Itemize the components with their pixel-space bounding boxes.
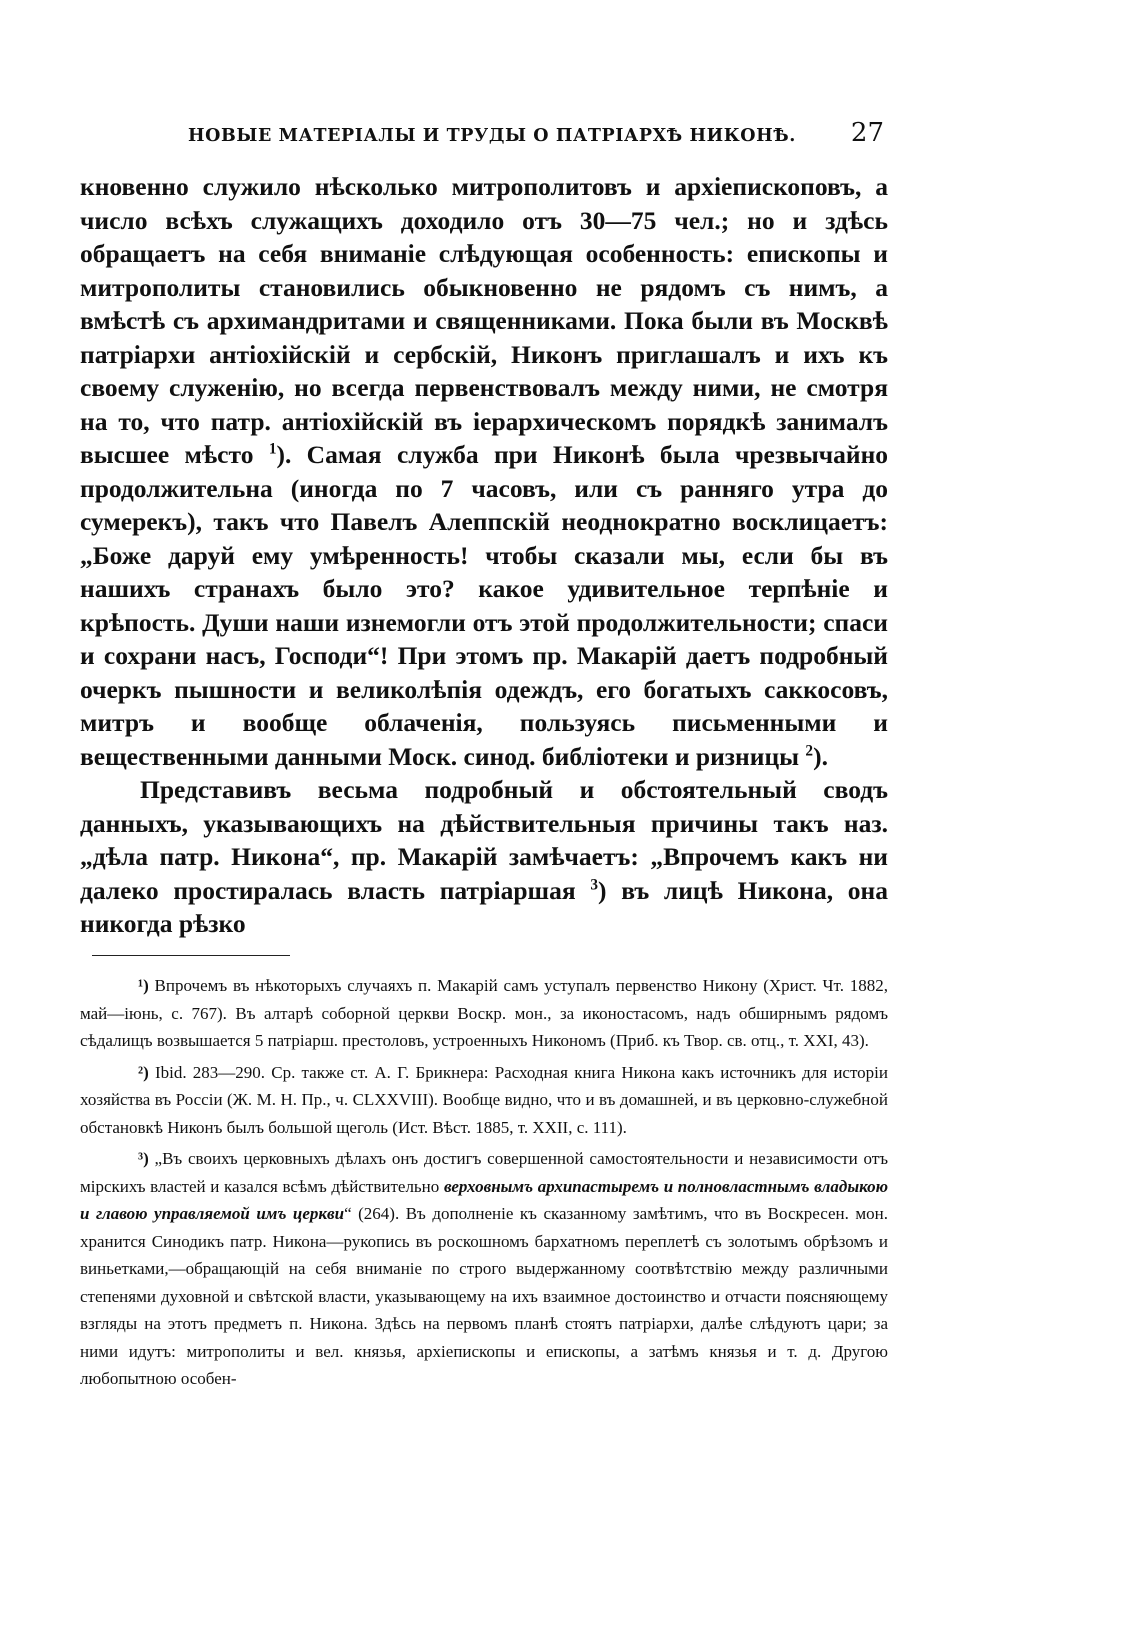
footnote-3-italic: верховнымъ архипастыремъ и полновластнымъ владыкою и главою управляемой имъ церкви — [80, 1176, 889, 1223]
running-title: НОВЫЕ МАТЕРІАЛЫ И ТРУДЫ О ПАТРІАРХѢ НИКОНѢ. — [188, 126, 796, 146]
footnote-3-marker: ³) — [138, 1149, 149, 1168]
paragraph-2-text-a: Представивъ весьма подробный и обстоятельный сводъ данныхъ, указывающихъ на дѣйствительныя причины такъ наз. „дѣла патр. Никона“, пр. Макарій замѣчаетъ: „Впрочемъ какъ ни далеко простиралась власть патріаршая — [80, 775, 888, 905]
footnote-1 — [80, 972, 888, 1055]
footnotes — [80, 972, 888, 1393]
page-number: 27 — [850, 118, 884, 148]
footnote-2 — [80, 1059, 888, 1142]
paragraph-2 — [80, 773, 888, 941]
footnote-2-marker: ²) — [138, 1062, 149, 1082]
page-header — [80, 118, 888, 154]
footnote-3 — [80, 1145, 888, 1393]
paragraph-1-text-b: ). Самая служба при Никонѣ была чрезвычайно продолжительна (иногда по 7 часовъ, или съ ранняго утра до сумерекъ), такъ что Павелъ Алеппскій неоднократно восклицаетъ: „Боже даруй ему умѣренность! чтобы сказали мы, если бы въ нашихъ странахъ было это? какое удивительное терпѣніе и крѣпость. Души наши изнемогли отъ этой продолжительности; спаси и сохрани насъ, Господи“! При этомъ пр. Макарій даетъ подробный очеркъ пышности и великолѣпія одеждъ, его богатыхъ саккосовъ, митръ и вообще облаченія, пользуясь письменными и вещественными данными Моск. синод. библіотеки и ризницы — [80, 440, 889, 771]
footnote-ref-2: 2 — [805, 742, 814, 759]
footnote-divider — [92, 955, 290, 956]
footnote-3-text-a: „Въ своихъ церковныхъ дѣлахъ онъ достигъ совершенной самостоятельности и независимости отъ мірскихъ властей и казался всѣмъ дѣйствительно — [80, 1149, 888, 1196]
paragraph-1-text-c: ). — [813, 741, 828, 771]
paragraph-2-text-b: ) въ лицѣ Никона, она никогда рѣзко — [80, 875, 888, 938]
main-text — [80, 170, 888, 941]
footnote-1-text: Впрочемъ въ нѣкоторыхъ случаяхъ п. Макарій самъ уступалъ первенство Никону (Христ. Чт. 1882, май—іюнь, с. 767). Въ алтарѣ соборной церкви Воскр. мон., за иконостасомъ, надъ обширнымъ рядомъ сѣдалищъ возвышается 5 патріарш. престоловъ, устроенныхъ Никономъ (Приб. къ Твор. св. отц., т. XXI, 43). — [80, 976, 888, 1050]
paragraph-1 — [80, 170, 888, 773]
paragraph-1-text-a: кновенно служило нѣсколько митрополитовъ и архіепископовъ, а число всѣхъ служащихъ доходило отъ 30—75 чел.; но и здѣсь обращаетъ на себя вниманіе слѣдующая особенность: епископы и митрополиты становились обыкновенно не рядомъ съ нимъ, а вмѣстѣ съ архимандритами и священниками. Пока были въ Москвѣ патріархи антіохійскій и сербскій, Никонъ приглашалъ и ихъ къ своему служенію, но всегда первенствовалъ между ними, не смотря на то, что патр. антіохійскій въ іерархическомъ порядкѣ занималъ высшее мѣсто — [80, 172, 888, 469]
footnote-ref-1: 1 — [268, 440, 277, 458]
footnote-2-text: Ibid. 283—290. Ср. также ст. А. Г. Брикнера: Расходная книга Никона какъ источникъ для исторіи хозяйства въ Россіи (Ж. М. Н. Пр., ч. CLXXVIII). Вообще видно, что и въ домашней, и въ церковно-служебной обстановкѣ Никонъ былъ большой щеголь (Ист. Вѣст. 1885, т. XXII, с. 111). — [80, 1062, 889, 1137]
footnote-1-marker: ¹) — [138, 976, 149, 995]
footnote-ref-3: 3 — [590, 876, 599, 893]
footnote-3-text-b: “ (264). Въ дополненіе къ сказанному замѣтимъ, что въ Воскресен. мон. хранится Синодикъ патр. Никона—рукопись въ роскошномъ бархатномъ переплетѣ съ золотымъ обрѣзомъ и виньетками,—обращающій на себя вниманіе по строго выдержанному соотвѣтствію между различными степенями духовной и свѣтской власти, указывающему на ихъ взаимное достоинство и отчасти поясняющему взгляды на этотъ предметъ п. Никона. Здѣсь на первомъ планѣ стоятъ патріархи, далѣе слѣдуютъ цари; за ними идутъ: митрополиты и вел. князья, архіепископы и епископы, а затѣмъ князья и т. д. Другою любопытною особен- — [80, 1204, 888, 1388]
